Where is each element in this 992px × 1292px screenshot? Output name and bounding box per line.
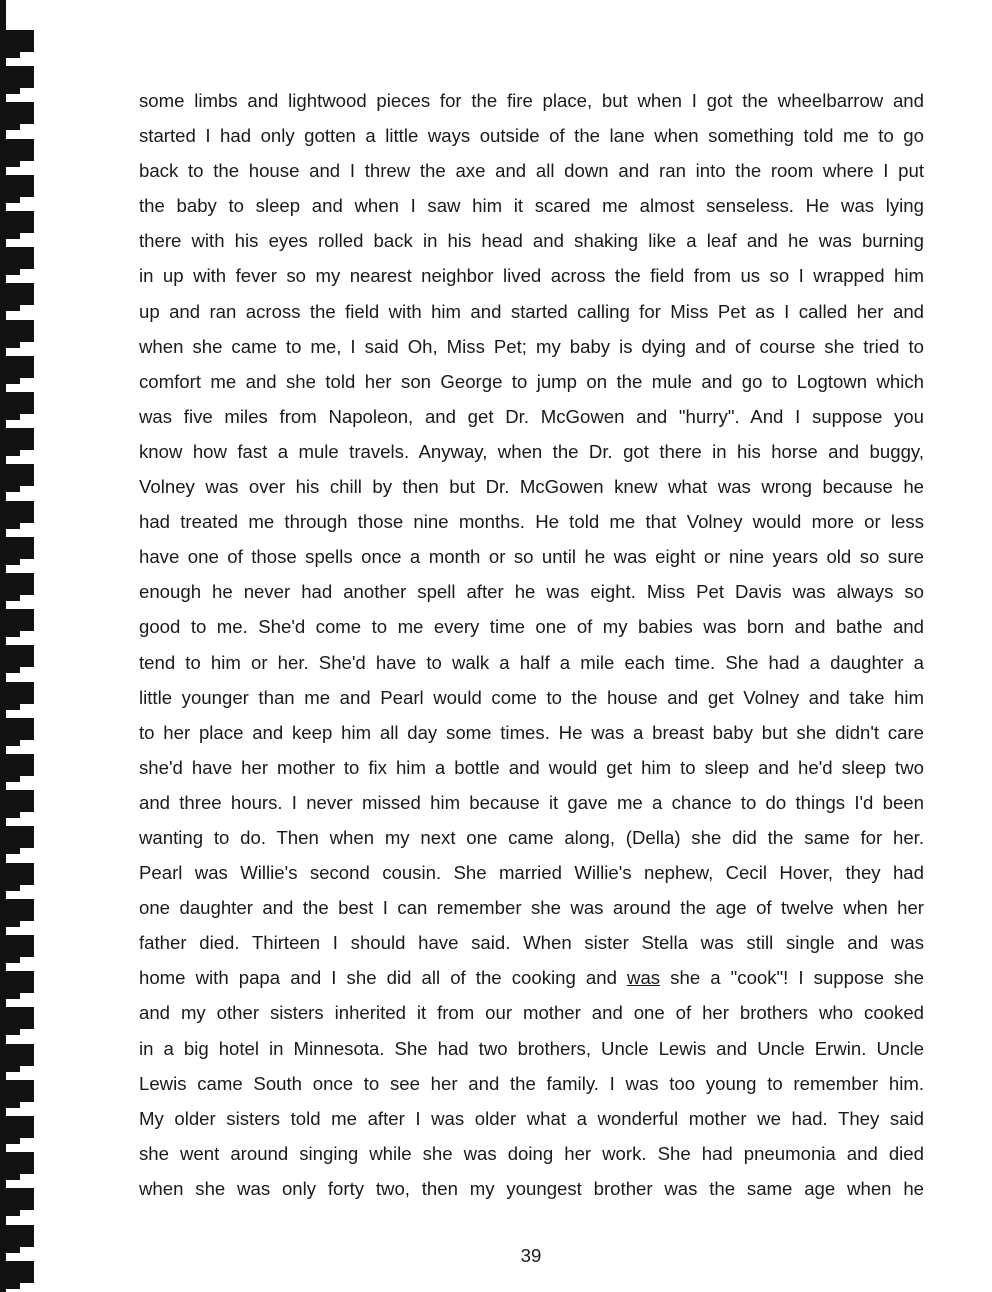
binding-hole	[6, 247, 34, 269]
binding-hole	[6, 1152, 34, 1174]
binding-hole	[6, 754, 34, 776]
text-line: when she came to me, I said Oh, Miss Pet; my baby is dying and of course she tried to	[139, 335, 924, 357]
text-line: Volney was over his chill by then but Dr. McGowen knew what was wrong because he	[139, 476, 924, 498]
binding-hole	[6, 66, 34, 88]
text-line: father died. Thirteen I should have said. When sister Stella was still single and was	[139, 932, 924, 954]
text-segment: she a "cook"! I suppose she	[660, 967, 924, 989]
binding-hole	[6, 826, 34, 848]
text-line: have one of those spells once a month or so until he was eight or nine years old so sure	[139, 546, 924, 568]
binding-hole	[6, 790, 34, 812]
text-line: enough he never had another spell after he was eight. Miss Pet Davis was always so	[139, 581, 924, 603]
binding-hole	[6, 645, 34, 667]
text-line: little younger than me and Pearl would come to the house and get Volney and take him	[139, 686, 924, 708]
binding-hole	[6, 609, 34, 631]
text-line: she'd have her mother to fix him a bottle and would get him to sleep and he'd sleep two	[139, 756, 924, 778]
text-line: had treated me through those nine months. He told me that Volney would more or less	[139, 511, 924, 533]
text-line: comfort me and she told her son George to jump on the mule and go to Logtown which	[139, 370, 924, 392]
binding-hole	[6, 464, 34, 486]
binding-hole	[6, 935, 34, 957]
binding-hole	[6, 573, 34, 595]
binding-hole	[6, 102, 34, 124]
text-line: there with his eyes rolled back in his head and shaking like a leaf and he was burning	[139, 230, 924, 252]
underlined-word: was	[627, 967, 661, 989]
page-number: 39	[520, 1245, 542, 1266]
text-line: wanting to do. Then when my next one came along, (Della) she did the same for her.	[139, 826, 924, 848]
binding-hole	[6, 899, 34, 921]
text-line: good to me. She'd come to me every time one of my babies was born and bathe and	[139, 616, 924, 638]
binding-hole	[6, 356, 34, 378]
binding-hole	[6, 139, 34, 161]
binding-hole	[6, 175, 34, 197]
binding-hole	[6, 501, 34, 523]
binding-hole	[6, 211, 34, 233]
binding-hole	[6, 320, 34, 342]
binding-hole	[6, 682, 34, 704]
binding-hole	[6, 392, 34, 414]
binding-hole	[6, 1044, 34, 1066]
text-line: up and ran across the field with him and started calling for Miss Pet as I called her and	[139, 300, 924, 322]
text-line: and my other sisters inherited it from our mother and one of her brothers who cooked	[139, 1002, 924, 1024]
page-text	[139, 83, 924, 1206]
text-line: tend to him or her. She'd have to walk a half a mile each time. She had a daughter a	[139, 651, 924, 673]
binding-hole	[6, 1080, 34, 1102]
text-line: started I had only gotten a little ways outside of the lane when something told me to go	[139, 125, 924, 147]
text-line: the baby to sleep and when I saw him it scared me almost senseless. He was lying	[139, 195, 924, 217]
text-line: when she was only forty two, then my youngest brother was the same age when he	[139, 1177, 924, 1199]
binding-hole	[6, 30, 34, 52]
binding-hole	[6, 1188, 34, 1210]
binding-hole	[6, 428, 34, 450]
binding-hole	[6, 1116, 34, 1138]
text-segment: home with papa and I she did all of the cooking and	[139, 967, 628, 989]
text-line: one daughter and the best I can remember she was around the age of twelve when her	[139, 897, 924, 919]
text-line: was five miles from Napoleon, and get Dr. McGowen and "hurry". And I suppose you	[139, 405, 924, 427]
text-line	[139, 960, 924, 995]
binding-hole	[6, 1225, 34, 1247]
text-line: Lewis came South once to see her and the family. I was too young to remember him.	[139, 1072, 924, 1094]
binding-hole	[6, 971, 34, 993]
text-line: to her place and keep him all day some times. He was a breast baby but she didn't care	[139, 721, 924, 743]
binding-hole	[6, 537, 34, 559]
text-line: back to the house and I threw the axe and all down and ran into the room where I put	[139, 160, 924, 182]
text-line: My older sisters told me after I was older what a wonderful mother we had. They said	[139, 1107, 924, 1129]
text-line: in a big hotel in Minnesota. She had two brothers, Uncle Lewis and Uncle Erwin. Uncle	[139, 1037, 924, 1059]
binding-hole	[6, 863, 34, 885]
text-line: some limbs and lightwood pieces for the fire place, but when I got the wheelbarrow and	[139, 90, 924, 111]
binding-hole	[6, 718, 34, 740]
text-line: in up with fever so my nearest neighbor lived across the field from us so I wrapped him	[139, 265, 924, 287]
binding-hole	[6, 1007, 34, 1029]
text-line: she went around singing while she was doing her work. She had pneumonia and died	[139, 1142, 924, 1164]
binding-strip	[0, 0, 40, 1292]
text-line: Pearl was Willie's second cousin. She married Willie's nephew, Cecil Hover, they had	[139, 862, 924, 884]
binding-hole	[6, 283, 34, 305]
text-line: know how fast a mule travels. Anyway, when the Dr. got there in his horse and buggy,	[139, 440, 924, 462]
text-line: and three hours. I never missed him because it gave me a chance to do things I'd been	[139, 791, 924, 813]
